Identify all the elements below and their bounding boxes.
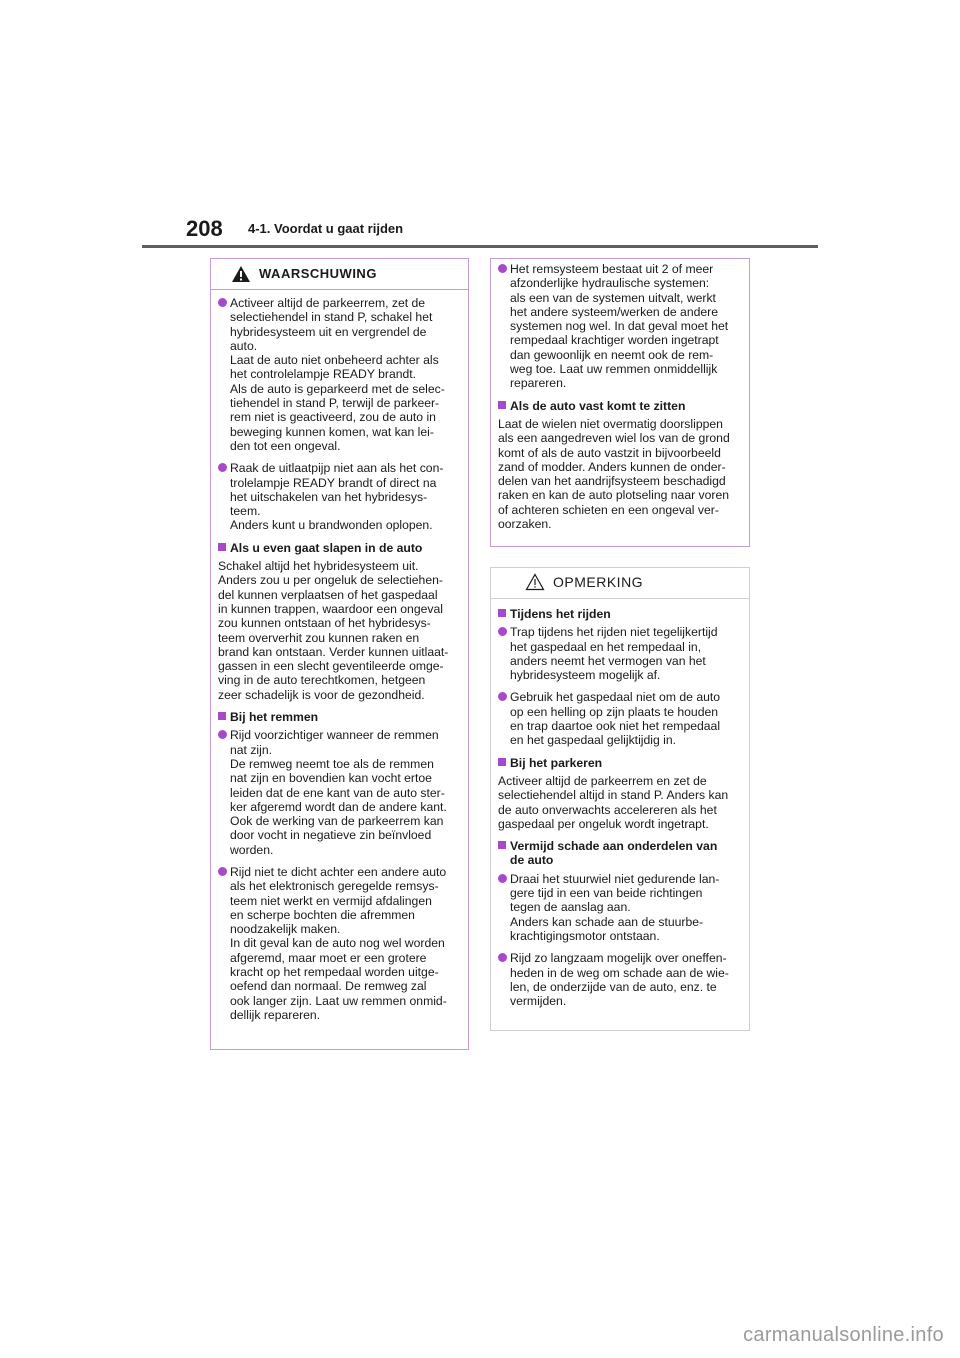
text-line: hybridesysteem uit en vergrendel de [230, 324, 427, 339]
note-box [490, 567, 750, 1031]
warning-box-continued [490, 258, 750, 547]
text-line: het gaspedaal en het rempedaal in, [510, 639, 702, 654]
text-line: beweging kunnen komen, wat kan lei- [230, 424, 434, 439]
warning-content [211, 290, 468, 1022]
text-block [510, 839, 741, 868]
notice-triangle-icon [525, 573, 545, 591]
text-line: en trap daartoe ook niet het rempedaal [510, 719, 721, 734]
warning-box [210, 258, 469, 1050]
text-line: ook langer zijn. Laat uw remmen onmid- [230, 993, 447, 1008]
text-line: delen van het aandrijfsysteem beschadigd [498, 474, 726, 489]
text-line: het andere systeem/werken de andere [510, 304, 718, 319]
bullet-dot [218, 298, 227, 307]
text-line: of achteren schieten en een ongeval ver- [498, 502, 719, 517]
text-block [230, 296, 460, 453]
bullet-dot [498, 627, 507, 636]
page-number: 208 [186, 216, 223, 241]
text-block [510, 951, 741, 1008]
bullet-dot [218, 730, 227, 739]
text-line: nat zijn. [230, 742, 273, 757]
bullet-dot [498, 264, 507, 273]
text-line: trolelampje READY brandt of direct na [230, 475, 437, 490]
text-line: teem. [230, 504, 261, 519]
text-line: het uitschakelen van het hybridesys- [230, 489, 428, 504]
section-title: 4-1. Voordat u gaat rijden [248, 221, 404, 236]
text-block [230, 865, 460, 1022]
text-line: systemen nog wel. In dat geval moet het [510, 319, 729, 334]
text-block [510, 690, 741, 747]
list-item [218, 728, 460, 857]
bullet-dot [218, 867, 227, 876]
text-line: de auto onverwachts accelereren als het [498, 802, 717, 817]
text-line: Als de auto is geparkeerd met de selec- [230, 381, 445, 396]
bullet-dot [218, 463, 227, 472]
warning-triangle-icon [231, 265, 251, 283]
text-line: brand kan ontstaan. Verder kunnen uitlaat- [218, 644, 449, 659]
text-line: Rijd voorzichtiger wanneer de remmen [230, 728, 439, 743]
text-line: nat zijn en bovendien kan vocht ertoe [230, 771, 432, 786]
text-line: als een van de systemen uitvalt, werkt [510, 290, 716, 305]
text-line: Activeer altijd de parkeerrem, zet de [230, 296, 426, 310]
text-line: komt of als de auto vastzit in bijvoorbeeld [498, 445, 721, 460]
square-marker [498, 609, 506, 617]
subheading [498, 399, 741, 413]
square-marker [218, 712, 226, 720]
text-line: Gebruik het gaspedaal niet om de auto [510, 690, 721, 705]
text-line: afzonderlijke hydraulische systemen: [510, 276, 710, 291]
text-line: heden in de weg om schade aan de wie- [510, 965, 729, 980]
list-item [498, 951, 741, 1008]
square-marker [498, 401, 506, 409]
square-marker [218, 543, 226, 551]
text-block [230, 728, 460, 857]
text-line: selectiehendel in stand P, schakel het [230, 310, 433, 325]
text-line: Draai het stuurwiel niet gedurende lan- [510, 871, 720, 886]
header-rule [142, 245, 818, 248]
list-item [498, 262, 741, 391]
list-item [218, 865, 460, 1022]
text-line: in kunnen trappen, waardoor een ongeval [218, 601, 443, 616]
text-line: als het elektronisch geregelde remsys- [230, 879, 439, 894]
text-line: gere tijd in een van beide richtingen [510, 886, 703, 901]
text-line: De remweg neemt toe als de remmen [230, 756, 434, 771]
text-line: zand of modder. Anders kunnen de onder- [498, 459, 726, 474]
subheading-text: Als u even gaat slapen in de auto [230, 540, 423, 555]
square-marker [498, 841, 506, 849]
note-box-header [491, 568, 749, 599]
text-line: Anders kan schade aan de stuurbe- [510, 914, 704, 929]
text-block [498, 774, 741, 831]
warning-box-header [211, 259, 468, 290]
text-line: vermijden. [510, 994, 567, 1009]
text-line: tegen de aanslag aan. [510, 900, 631, 915]
text-line: rempedaal krachtiger worden ingetrapt [510, 333, 719, 348]
subheading [498, 607, 741, 621]
warning-title: WAARSCHUWING [259, 266, 377, 281]
text-line: noodzakelijk maken. [230, 922, 341, 937]
text-line: ker afgeremd wordt dan de andere kant. [230, 799, 447, 814]
text-line: Anders kunt u brandwonden oplopen. [230, 518, 433, 533]
text-line: selectiehendel altijd in stand P. Anders kan [498, 788, 729, 803]
paragraph [218, 559, 460, 702]
list-item [218, 296, 460, 453]
text-line: auto. [230, 338, 258, 353]
text-line: en scherpe bochten die afremmen [230, 907, 415, 922]
subheading-text: Tijdens het rijden [510, 607, 611, 621]
warning-cont-content [491, 259, 749, 531]
text-line: weg toe. Laat uw remmen onmiddellijk [510, 362, 718, 377]
text-line: Vermijd schade aan onderdelen van [510, 839, 718, 854]
text-line: en het gaspedaal gelijktijdig in. [510, 733, 677, 748]
text-line: raken en kan de auto plotseling naar voren [498, 488, 730, 503]
text-line: hybridesysteem mogelijk af. [510, 668, 661, 683]
text-line: zou kunnen ontstaan of het hybridesys- [218, 616, 431, 631]
text-line: anders neemt het vermogen van het [510, 653, 706, 668]
text-line: gaspedaal per ongeluk wordt ingetrapt. [498, 816, 709, 831]
text-line: Schakel altijd het hybridesysteem uit. [218, 559, 419, 574]
text-line: tiehendel in stand P, terwijl de parkeer- [230, 396, 440, 411]
text-block [510, 872, 741, 943]
text-line: krachtigingsmotor ontstaan. [510, 928, 660, 943]
text-line: gassen in een slecht geventileerde omge- [218, 659, 444, 674]
subheading-text: Als de auto vast komt te zitten [510, 398, 686, 413]
text-line: Laat de wielen niet overmatig doorslippen [498, 416, 723, 431]
text-line: zeer schadelijk is voor de gezondheid. [218, 687, 425, 702]
text-line: als een aangedreven wiel los van de grond [498, 431, 730, 446]
text-line: Rijd niet te dicht achter een andere auto [230, 864, 447, 879]
text-line: Rijd zo langzaam mogelijk over oneffen- [510, 951, 727, 966]
text-line: leiden dat de ene kant van de auto ster- [230, 785, 445, 800]
bullet-dot [498, 953, 507, 962]
text-line: dan gewoonlijk en neemt ook de rem- [510, 347, 714, 362]
bullet-dot [498, 874, 507, 883]
text-line: repareren. [510, 376, 567, 391]
text-line: den tot een ongeval. [230, 438, 341, 453]
text-line: len, de onderzijde van de auto, enz. te [510, 979, 717, 994]
text-block [510, 262, 741, 391]
subheading [218, 710, 460, 724]
text-line: teem oververhit zou kunnen raken en [218, 630, 420, 645]
text-line: afgeremd, maar moet er een grotere [230, 950, 427, 965]
subheading [498, 756, 741, 770]
text-line: Raak de uitlaatpijp niet aan als het con- [230, 461, 444, 476]
list-item [218, 461, 460, 532]
text-line: In dit geval kan de auto nog wel worden [230, 936, 445, 951]
list-item [498, 625, 741, 682]
text-line: op een helling op zijn plaats te houden [510, 704, 719, 719]
subheading-text: Bij het remmen [230, 710, 319, 725]
subheading [498, 839, 741, 868]
text-block [230, 461, 460, 532]
text-line: dellijk repareren. [230, 1007, 321, 1022]
list-item [498, 872, 741, 943]
text-block [510, 625, 741, 682]
watermark: carmanualsonline.info [743, 1324, 944, 1346]
text-line: teem niet werkt en vermijd afdalingen [230, 893, 432, 908]
square-marker [498, 758, 506, 766]
text-line: worden. [230, 842, 274, 857]
text-line: Anders zou u per ongeluk de selectiehen- [218, 573, 443, 588]
list-item [498, 690, 741, 747]
page-header [142, 214, 818, 250]
bullet-dot [498, 692, 507, 701]
text-line: oorzaken. [498, 517, 552, 532]
text-line: Het remsysteem bestaat uit 2 of meer [510, 262, 714, 276]
text-line: door vocht in negatieve zin beïnvloed [230, 828, 432, 843]
text-block [498, 417, 741, 531]
paragraph [498, 774, 741, 831]
text-line: Ook de werking van de parkeerrem kan [230, 814, 444, 829]
text-line: Activeer altijd de parkeerrem en zet de [498, 773, 707, 788]
text-line: del kunnen verplaatsen of het gaspedaal [218, 587, 438, 602]
text-line: oefend dan normaal. De remweg zal [230, 979, 427, 994]
note-content [491, 599, 749, 1008]
text-line: ving in de auto terechtkomen, hetgeen [218, 673, 426, 688]
paragraph [498, 417, 741, 531]
subheading-text: Bij het parkeren [510, 755, 603, 770]
text-line: het controlelampje READY brandt. [230, 367, 417, 382]
text-line: Laat de auto niet onbeheerd achter als [230, 353, 439, 368]
text-block [218, 559, 460, 702]
subheading [218, 541, 460, 555]
text-line: Trap tijdens het rijden niet tegelijkertijd [510, 625, 718, 640]
text-line: kracht op het rempedaal worden uitge- [230, 965, 439, 980]
note-title: OPMERKING [553, 574, 644, 590]
text-line: de auto [510, 853, 554, 868]
text-line: rem niet is geactiveerd, zou de auto in [230, 410, 436, 425]
